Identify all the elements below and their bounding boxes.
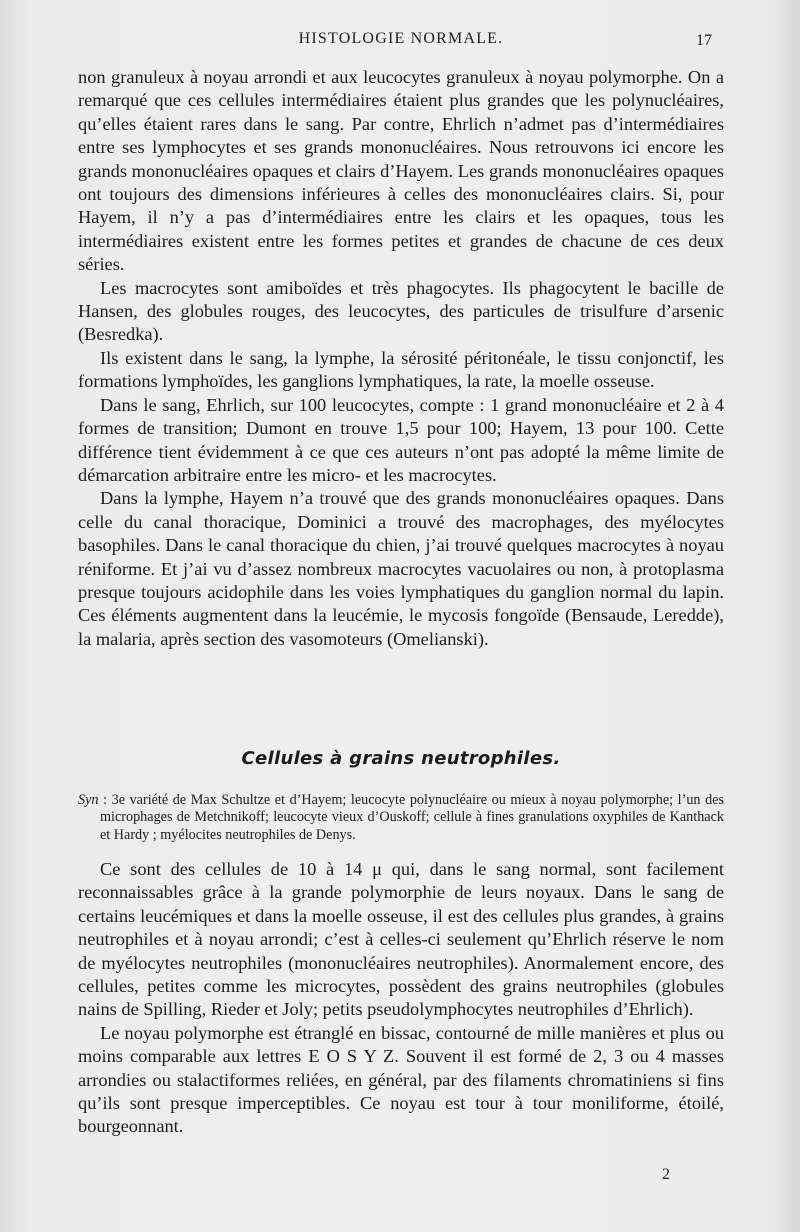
paragraph: Ils existent dans le sang, la lymphe, la sérosité péritonéale, le tissu conjonctif, les formations lymphoïdes, les ganglions lymphatiques, la rate, la moelle osseuse. xyxy=(78,347,724,392)
page-number: 17 xyxy=(696,32,712,49)
paragraph: Les macrocytes sont amiboïdes et très phagocytes. Ils phagocytent le bacille de Hansen, des globules rouges, des leucocytes, des particules de trisulfure d’arsenic (Besredka). xyxy=(78,277,724,345)
section-heading: Cellules à grains neutrophiles. xyxy=(241,748,561,769)
paragraph: Le noyau polymorphe est étranglé en bissac, contourné de mille manières et plus ou moins comparable aux lettres E O S Y Z. Souvent il est formé de 2, 3 ou 4 masses arrondies ou stalactiformes reliées, en général, par des filaments chromatiniens si fins qu’ils sont presque imperceptibles. Ce noyau est tour à tour moniliforme, étoilé, bourgeonnant. xyxy=(78,1022,724,1137)
signature-mark: 2 xyxy=(662,1166,670,1183)
body-text-bottom xyxy=(78,858,724,1139)
paragraph: Dans le sang, Ehrlich, sur 100 leucocytes, compte : 1 grand mononucléaire et 2 à 4 formes de transition; Dumont en trouve 1,5 pour 100; Hayem, 13 pour 100. Cette différence tient évidemment à ce que ces auteurs n’ont pas adopté la même limite de démarcation arbitraire entre les micro- et les macrocytes. xyxy=(78,394,724,485)
synonyms-label: Syn xyxy=(78,792,99,808)
running-head xyxy=(78,30,724,54)
paragraph: Ce sont des cellules de 10 à 14 μ qui, dans le sang normal, sont facilement reconnaissables grâce à la grande polymorphie de leurs noyaux. Dans le sang de certains leucémiques et dans la moelle osseuse, il est des cellules plus grandes, à grains neutrophiles et à noyau arrondi; c’est à celles-ci seulement qu’Ehrlich réserve le nom de myélocytes neutrophiles (mononucléaires neutrophiles). Anormalement encore, des cellules, petites comme les microcytes, possèdent des grains neutrophiles (globules nains de Spilling, Rieder et Joly; petits pseudolymphocytes neutrophiles d’Ehrlich). xyxy=(78,859,724,1020)
body-text-top xyxy=(78,66,724,651)
paragraph: Dans la lymphe, Hayem n’a trouvé que des grands mononucléaires opaques. Dans celle du canal thoracique, Dominici a trouvé des macrophages, des myélocytes basophiles. Dans le canal thoracique du chien, j’ai trouvé quelques macrocytes à noyau réniforme. Et j’ai vu d’assez nombreux macrocytes vacuolaires ou non, à protoplasma presque toujours acidophile dans les voies lymphatiques du ganglion normal du lapin. Ces éléments augmentent dans la leucémie, le mycosis fongoïde (Bensaude, Leredde), la malaria, après section des vasomoteurs (Omelianski). xyxy=(78,488,724,649)
synonyms-text: : 3e variété de Max Schultze et d’Hayem; leucocyte polynucléaire ou mieux à noyau polymorphe; l’un des microphages de Metchnikoff; leucocyte vieux d’Ouskoff; cellule à fines granulations oxyphiles de Kanthack et Hardy ; myélocites neutrophiles de Denys. xyxy=(98,792,724,843)
running-title: HISTOLOGIE NORMALE. xyxy=(298,30,504,47)
synonyms-note xyxy=(78,792,724,844)
paragraph: non granuleux à noyau arrondi et aux leucocytes granuleux à noyau polymorphe. On a remarqué que ces cellules intermédiaires étaient plus grandes que les polynucléaires, qu’elles étaient rares dans le sang. Par contre, Ehrlich n’admet pas d’intermédiaires entre ses lymphocytes et ses grands mononucléaires. Nous retrouvons ici encore les grands mononucléaires opaques et clairs d’Hayem. Les grands mononucléaires opaques ont toujours des dimensions inférieures à celles des mononucléaires clairs. Si, pour Hayem, il n’y a pas d’intermédiaires entre les clairs et les opaques, tous les intermédiaires existent entre les formes petites et grandes de chacune de ces deux séries. xyxy=(78,67,724,275)
